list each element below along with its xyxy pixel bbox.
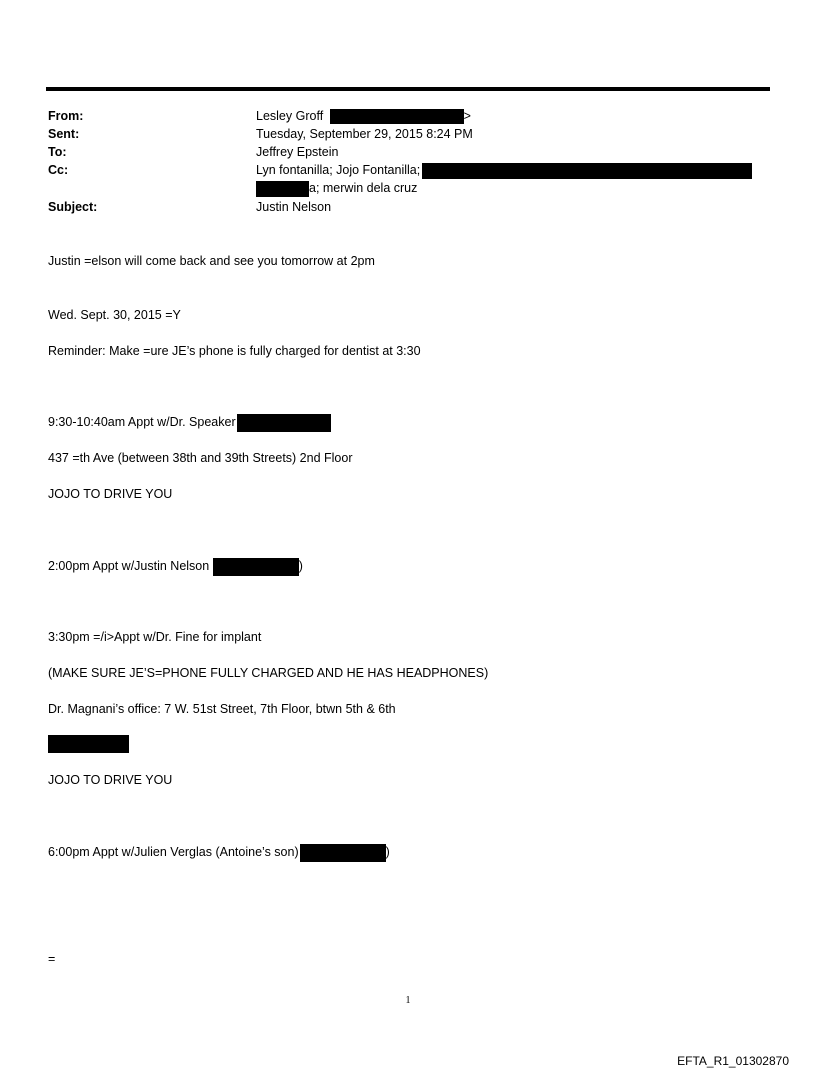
sent-label: Sent: <box>48 127 80 141</box>
appointment-line <box>48 557 303 576</box>
redaction-box <box>330 109 464 124</box>
body-line: Wed. Sept. 30, 2015 =Y <box>48 308 181 322</box>
body-line: = <box>48 952 56 966</box>
body-line: 3:30pm =/i>Appt w/Dr. Fine for implant <box>48 630 262 644</box>
body-line: Dr. Magnani’s office: 7 W. 51st Street, 7th Floor, btwn 5th & 6th <box>48 702 396 716</box>
redaction-box <box>237 414 331 432</box>
redaction-box <box>48 735 129 753</box>
from-name: Lesley Groff <box>256 109 324 123</box>
body-line: Justin =elson will come back and see you tomorrow at 2pm <box>48 254 375 268</box>
body-line: JOJO TO DRIVE YOU <box>48 487 173 501</box>
to-value: Jeffrey Epstein <box>256 145 339 159</box>
cc-value-line1 <box>256 161 752 179</box>
bates-number: EFTA_R1_01302870 <box>677 1054 789 1068</box>
appointment-line <box>48 413 331 432</box>
closing-paren: ) <box>298 559 303 573</box>
closing-paren: ) <box>385 845 390 859</box>
appointment-text: 9:30-10:40am Appt w/Dr. Speaker <box>48 415 236 429</box>
cc-recipients: Lyn fontanilla; Jojo Fontanilla; <box>256 163 421 177</box>
appointment-text: 2:00pm Appt w/Justin Nelson <box>48 559 210 573</box>
redaction-box <box>213 558 299 576</box>
subject-label: Subject: <box>48 200 98 214</box>
body-line: Reminder: Make =ure JE’s phone is fully charged for dentist at 3:30 <box>48 344 421 358</box>
to-label: To: <box>48 145 67 159</box>
cc-label: Cc: <box>48 163 69 177</box>
body-line: (MAKE SURE JE’S=PHONE FULLY CHARGED AND HE HAS HEADPHONES) <box>48 666 489 680</box>
redaction-box <box>256 181 309 197</box>
subject-value: Justin Nelson <box>256 200 332 214</box>
redaction-box <box>422 163 752 179</box>
header-rule <box>46 87 770 91</box>
sent-value: Tuesday, September 29, 2015 8:24 PM <box>256 127 473 141</box>
body-line: 437 =th Ave (between 38th and 39th Streets) 2nd Floor <box>48 451 353 465</box>
page-number: 1 <box>405 995 411 1006</box>
appointment-text: 6:00pm Appt w/Julien Verglas (Antoine’s son) <box>48 845 299 859</box>
body-line: JOJO TO DRIVE YOU <box>48 773 173 787</box>
cc-recipients-cont: a; merwin dela cruz <box>309 181 418 195</box>
from-value <box>256 107 471 125</box>
from-label: From: <box>48 109 84 123</box>
redaction-box <box>300 844 386 862</box>
cc-value-line2 <box>256 179 417 197</box>
from-suffix: > <box>463 109 471 123</box>
appointment-line <box>48 843 390 862</box>
